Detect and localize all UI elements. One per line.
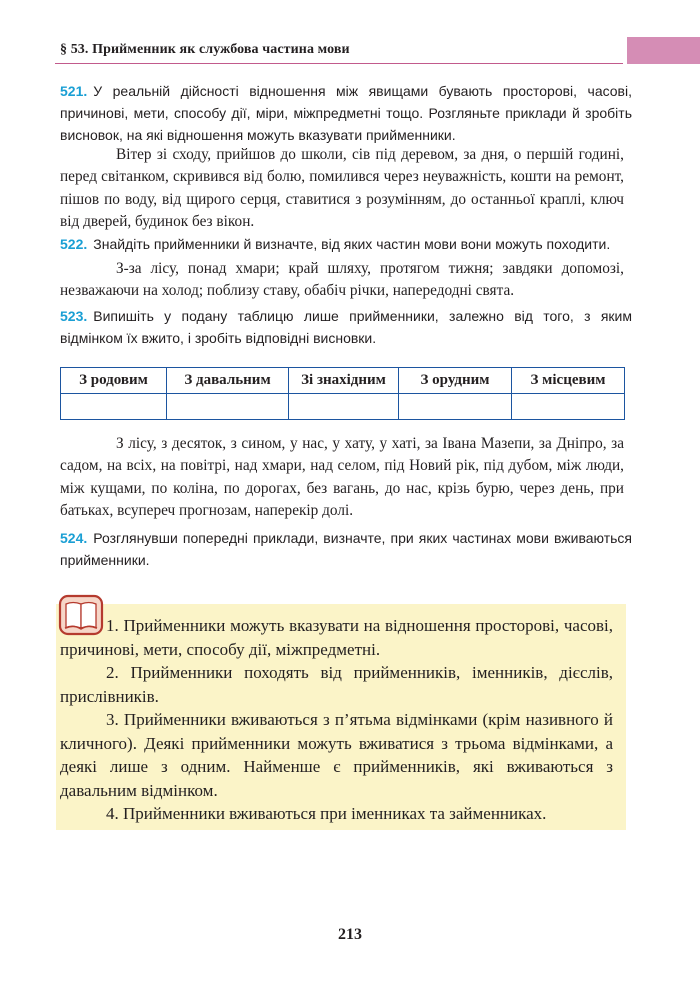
section-header: § 53. Прийменник як службова частина мови bbox=[60, 42, 350, 57]
table-header-cell: З родовим bbox=[61, 368, 167, 394]
table-header-row bbox=[61, 368, 625, 394]
exercise-task: Випишіть у подану таблицю лише прийменники, залежно від того, з яким відмінком їх вжито, і зробіть відповідні висновки. bbox=[60, 308, 632, 346]
exercise-number: 523. bbox=[60, 308, 88, 324]
exercise-521-examples: Вітер зі сходу, прийшов до школи, сів під деревом, за дня, о першій годині, перед світанком, скривився від болю, помилився через неуважність, кошти на ремонт, пішов по воду, від щирого серця, ставитися з розумінням, до останньої краплі, ключ від дверей, будинок без вікон. bbox=[60, 146, 624, 231]
rule-item: 1. Прийменники можуть вказувати на відношення просторові, часові, причинові, мети, способу дії, міжпредметні. bbox=[60, 616, 613, 659]
exercise-task: У реальній дійсності відношення між явищами бувають просторові, часові, причинові, мети, способу дії, міри, міжпредметні тощо. Розгляньте приклади й зробіть висновок, на які відношення можуть вказувати прийменники. bbox=[60, 83, 632, 143]
table-header-cell: З давальним bbox=[167, 368, 289, 394]
page-number: 213 bbox=[338, 926, 362, 943]
exercise-task: Знайдіть прийменники й визначте, від яких частин мови вони можуть походити. bbox=[93, 236, 611, 252]
exercise-522 bbox=[60, 233, 632, 255]
table-header-cell: З орудним bbox=[399, 368, 512, 394]
exercise-523-examples: З лісу, з десяток, з сином, у нас, у хату, у хаті, за Івана Мазепи, за Дніпро, за садом, на всіх, на повітрі, над хмари, над селом, під Новий рік, під дубом, між люди, між кущами, по коліна, по дорогах, без вагань, до нас, крізь бурю, через день, при батьках, всупереч прогнозам, наперекір долі. bbox=[60, 435, 624, 520]
header-tab-marker bbox=[627, 37, 700, 64]
table-cell bbox=[61, 394, 167, 420]
exercise-524 bbox=[60, 527, 632, 571]
table-cell bbox=[289, 394, 399, 420]
exercise-number: 522. bbox=[60, 236, 88, 252]
exercise-523 bbox=[60, 305, 632, 349]
case-table bbox=[60, 367, 625, 420]
exercise-task: Розглянувши попередні приклади, визначте, при яких частинах мови вживаються прийменники. bbox=[60, 530, 632, 568]
book-icon bbox=[56, 593, 106, 637]
rule-item: 2. Прийменники походять від прийменників, іменників, дієслів, прислівників. bbox=[60, 663, 613, 706]
table-cell bbox=[512, 394, 625, 420]
exercise-number: 524. bbox=[60, 530, 88, 546]
table-header-cell: Зі знахідним bbox=[289, 368, 399, 394]
exercise-number: 521. bbox=[60, 83, 88, 99]
header-divider bbox=[55, 63, 623, 64]
rule-item: 4. Прийменники вживаються при іменниках та займенниках. bbox=[106, 804, 547, 823]
table-row bbox=[61, 394, 625, 420]
exercise-522-examples: З-за лісу, понад хмари; край шляху, протягом тижня; завдяки допомозі, незважаючи на холод; поблизу ставу, обабіч річки, напередодні свята. bbox=[60, 260, 624, 300]
rule-item: 3. Прийменники вживаються з п’ятьма відмінками (крім називного й кличного). Деякі прийменники можуть вживатися з трьома відмінками, а деякі лише з одним. Найменше є прийменників, які вживаються з давальним відмінком. bbox=[60, 710, 613, 800]
table-cell bbox=[399, 394, 512, 420]
table-header-cell: З місцевим bbox=[512, 368, 625, 394]
exercise-521 bbox=[60, 80, 632, 146]
table-cell bbox=[167, 394, 289, 420]
